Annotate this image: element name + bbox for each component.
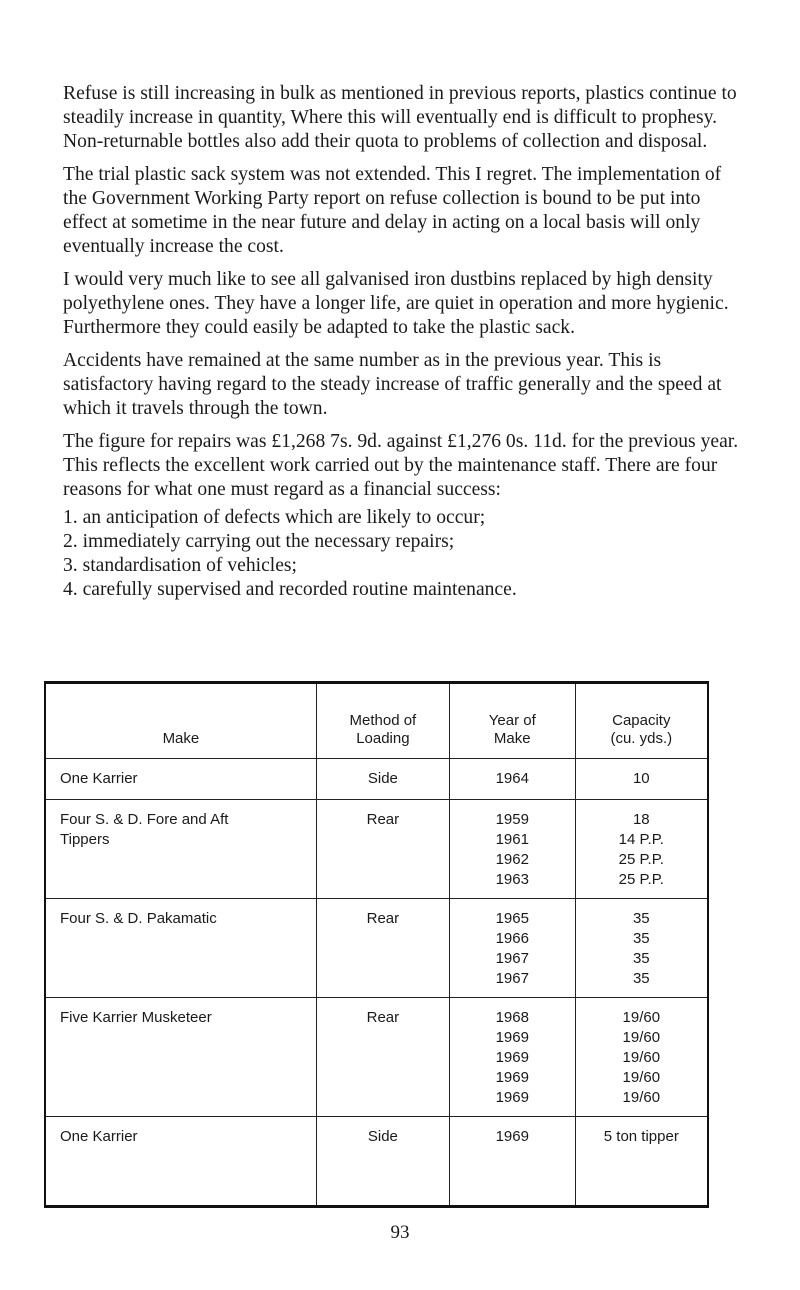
paragraph-accidents: Accidents have remained at the same number as in the previous year. This is satisfactory having regard to the steady increase of traffic generally and the speed at which it travels through the town. xyxy=(63,350,722,419)
cell-method: Rear xyxy=(316,899,449,998)
cell-capacity: 19/60 19/60 19/60 19/60 19/60 xyxy=(575,998,708,1117)
cell-year: 1969 xyxy=(449,1117,575,1207)
table-row xyxy=(45,759,708,800)
header-capacity: Capacity (cu. yds.) xyxy=(575,683,708,759)
cell-capacity: 18 14 P.P. 25 P.P. 25 P.P. xyxy=(575,800,708,899)
cell-method: Side xyxy=(316,1117,449,1207)
cell-capacity: 35 35 35 35 xyxy=(575,899,708,998)
cell-make: One Karrier xyxy=(45,1117,316,1207)
page-body xyxy=(63,82,741,602)
paragraph-refuse: Refuse is still increasing in bulk as mentioned in previous reports, plastics continue to steadily increase in quantity, Where this will eventually end is difficult to prophesy. Non-returnable bottles also add their quota to problems of collection and disposal. xyxy=(63,83,737,152)
table-header-row xyxy=(45,683,708,759)
cell-capacity: 10 xyxy=(575,759,708,800)
paragraph-plastic-sack: The trial plastic sack system was not extended. This I regret. The implementation of the Government Working Party report on refuse collection is bound to be put into effect at sometime in the near future and delay in acting on a local basis will only eventually increase the cost. xyxy=(63,164,722,257)
reason-item: 3. standardisation of vehicles; xyxy=(63,555,297,576)
cell-year: 1968 1969 1969 1969 1969 xyxy=(449,998,575,1117)
table-row xyxy=(45,1117,708,1207)
cell-make: Four S. & D. Fore and Aft Tippers xyxy=(45,800,316,899)
reason-item: 2. immediately carrying out the necessary repairs; xyxy=(63,531,455,552)
paragraph-repairs: The figure for repairs was £1,268 7s. 9d. against £1,276 0s. 11d. for the previous year. This reflects the excellent work carried out by the maintenance staff. There are four reasons for what one must regard as a financial success: xyxy=(63,431,739,500)
cell-make: Four S. & D. Pakamatic xyxy=(45,899,316,998)
cell-method: Rear xyxy=(316,800,449,899)
cell-make: One Karrier xyxy=(45,759,316,800)
paragraph-dustbins: I would very much like to see all galvanised iron dustbins replaced by high density polyethylene ones. They have a longer life, are quiet in operation and more hygienic. Furthermore they could easily be adapted to take the plastic sack. xyxy=(63,269,729,338)
cell-method: Rear xyxy=(316,998,449,1117)
cell-capacity: 5 ton tipper xyxy=(575,1117,708,1207)
cell-method: Side xyxy=(316,759,449,800)
cell-year: 1959 1961 1962 1963 xyxy=(449,800,575,899)
table-row xyxy=(45,998,708,1117)
cell-year: 1965 1966 1967 1967 xyxy=(449,899,575,998)
reasons-list xyxy=(63,506,741,602)
cell-year: 1964 xyxy=(449,759,575,800)
reason-item: 4. carefully supervised and recorded routine maintenance. xyxy=(63,579,517,600)
header-year: Year of Make xyxy=(449,683,575,759)
vehicle-table-wrapper xyxy=(44,681,709,1208)
table-row xyxy=(45,800,708,899)
vehicle-table xyxy=(44,681,709,1208)
reason-item: 1. an anticipation of defects which are likely to occur; xyxy=(63,507,486,528)
table-row xyxy=(45,899,708,998)
header-method: Method of Loading xyxy=(316,683,449,759)
page-number: 93 xyxy=(390,1222,410,1243)
cell-make: Five Karrier Musketeer xyxy=(45,998,316,1117)
header-make: Make xyxy=(45,683,316,759)
